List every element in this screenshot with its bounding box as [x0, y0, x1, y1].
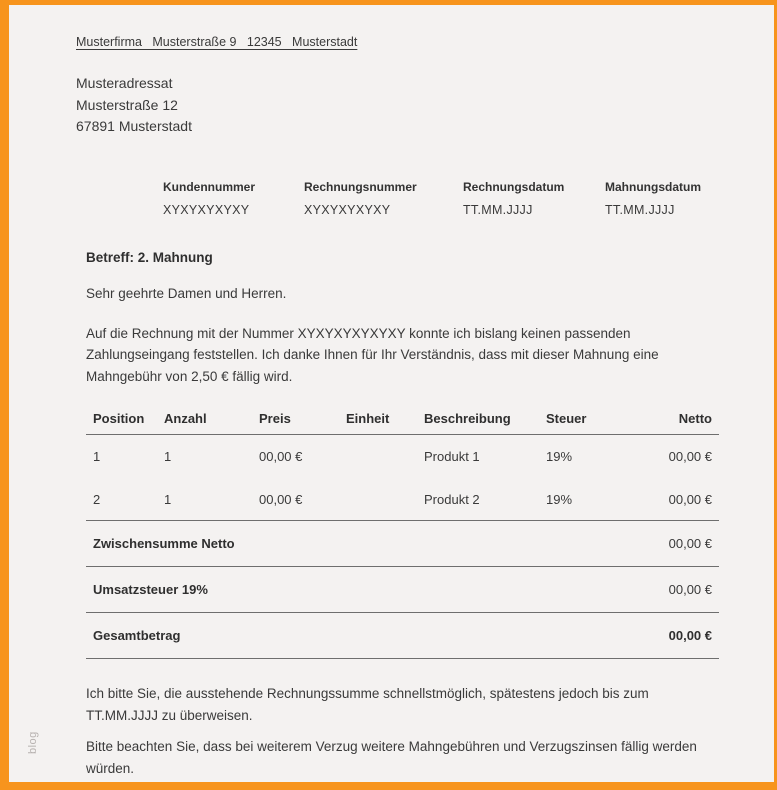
line-items-table: [86, 411, 719, 659]
meta-label: Rechnungsdatum: [463, 179, 565, 194]
subject-line: Betreff: 2. Mahnung: [86, 249, 213, 265]
cell-beschreibung: Produkt 1: [424, 449, 480, 464]
column-header-netto: Netto: [678, 411, 712, 426]
meta-label: Rechnungsnummer: [304, 179, 417, 194]
table-row: [86, 478, 719, 521]
summary-label: Zwischensumme Netto: [93, 536, 235, 551]
cell-beschreibung: Produkt 2: [424, 491, 480, 507]
cell-position: 1: [93, 449, 101, 464]
column-header-steuer: Steuer: [546, 411, 587, 426]
cell-steuer: 19%: [546, 449, 573, 464]
column-header-beschreibung: Beschreibung: [424, 411, 511, 426]
meta-kundennummer: [163, 180, 304, 217]
recipient-name: Musteradressat: [76, 75, 173, 91]
recipient-street: Musterstraße 12: [76, 96, 178, 113]
meta-mahnungsdatum: [605, 180, 725, 217]
cell-position: 2: [93, 491, 101, 507]
cell-netto: 00,00 €: [668, 449, 712, 464]
meta-label: Mahnungsdatum: [605, 179, 701, 194]
cell-anzahl: 1: [164, 449, 172, 464]
invoice-meta-row: [163, 180, 774, 217]
meta-value: XYXYXYXYXY: [163, 202, 250, 217]
column-header-einheit: Einheit: [346, 411, 390, 426]
sender-line: Musterfirma Musterstraße 9 12345 Musterstadt: [76, 35, 358, 49]
meta-rechnungsdatum: [463, 180, 605, 217]
meta-value: TT.MM.JJJJ: [605, 202, 675, 217]
meta-label: Kundennummer: [163, 179, 256, 194]
cell-steuer: 19%: [546, 491, 573, 507]
summary-label: Umsatzsteuer 19%: [93, 582, 208, 597]
column-header-anzahl: Anzahl: [164, 411, 207, 426]
column-header-preis: Preis: [259, 411, 291, 426]
summary-value: 00,00 €: [668, 628, 712, 643]
table-header-row: [86, 411, 719, 435]
table-row: [86, 435, 719, 478]
meta-value: TT.MM.JJJJ: [463, 202, 533, 217]
summary-value: 00,00 €: [668, 536, 712, 551]
cell-preis: 00,00 €: [259, 491, 303, 507]
closing-paragraph-1: Ich bitte Sie, die ausstehende Rechnungssumme schnellstmöglich, spätestens jedoch bis zum TT.MM.JJJJ zu überweisen.: [86, 686, 649, 723]
salutation: Sehr geehrte Damen und Herren.: [86, 285, 287, 301]
column-header-position: Position: [93, 411, 145, 426]
blog-watermark: blog: [27, 731, 39, 754]
closing-paragraph-2: Bitte beachten Sie, dass bei weiterem Verzug weitere Mahngebühren und Verzugszinsen fällig werden würden.: [86, 739, 697, 776]
cell-preis: 00,00 €: [259, 449, 303, 464]
summary-row-umsatzsteuer: [86, 567, 719, 613]
summary-row-zwischensumme: [86, 521, 719, 567]
recipient-city: 67891 Musterstadt: [76, 118, 192, 134]
summary-value: 00,00 €: [668, 582, 712, 597]
cell-anzahl: 1: [164, 491, 172, 507]
meta-value: XYXYXYXYXY: [304, 202, 391, 217]
meta-rechnungsnummer: [304, 180, 463, 217]
summary-label: Gesamtbetrag: [93, 628, 181, 643]
intro-paragraph: Auf die Rechnung mit der Nummer XYXYXYXYXYXY konnte ich bislang keinen passenden Zahlungseingang feststellen. Ich danke Ihnen für Ihr Verständnis, dass mit dieser Mahnung eine Mahngebühr von 2,50 € fällig wird.: [86, 325, 659, 384]
summary-row-gesamtbetrag: [86, 613, 719, 659]
recipient-address-block: [76, 73, 774, 138]
cell-netto: 00,00 €: [668, 491, 712, 507]
